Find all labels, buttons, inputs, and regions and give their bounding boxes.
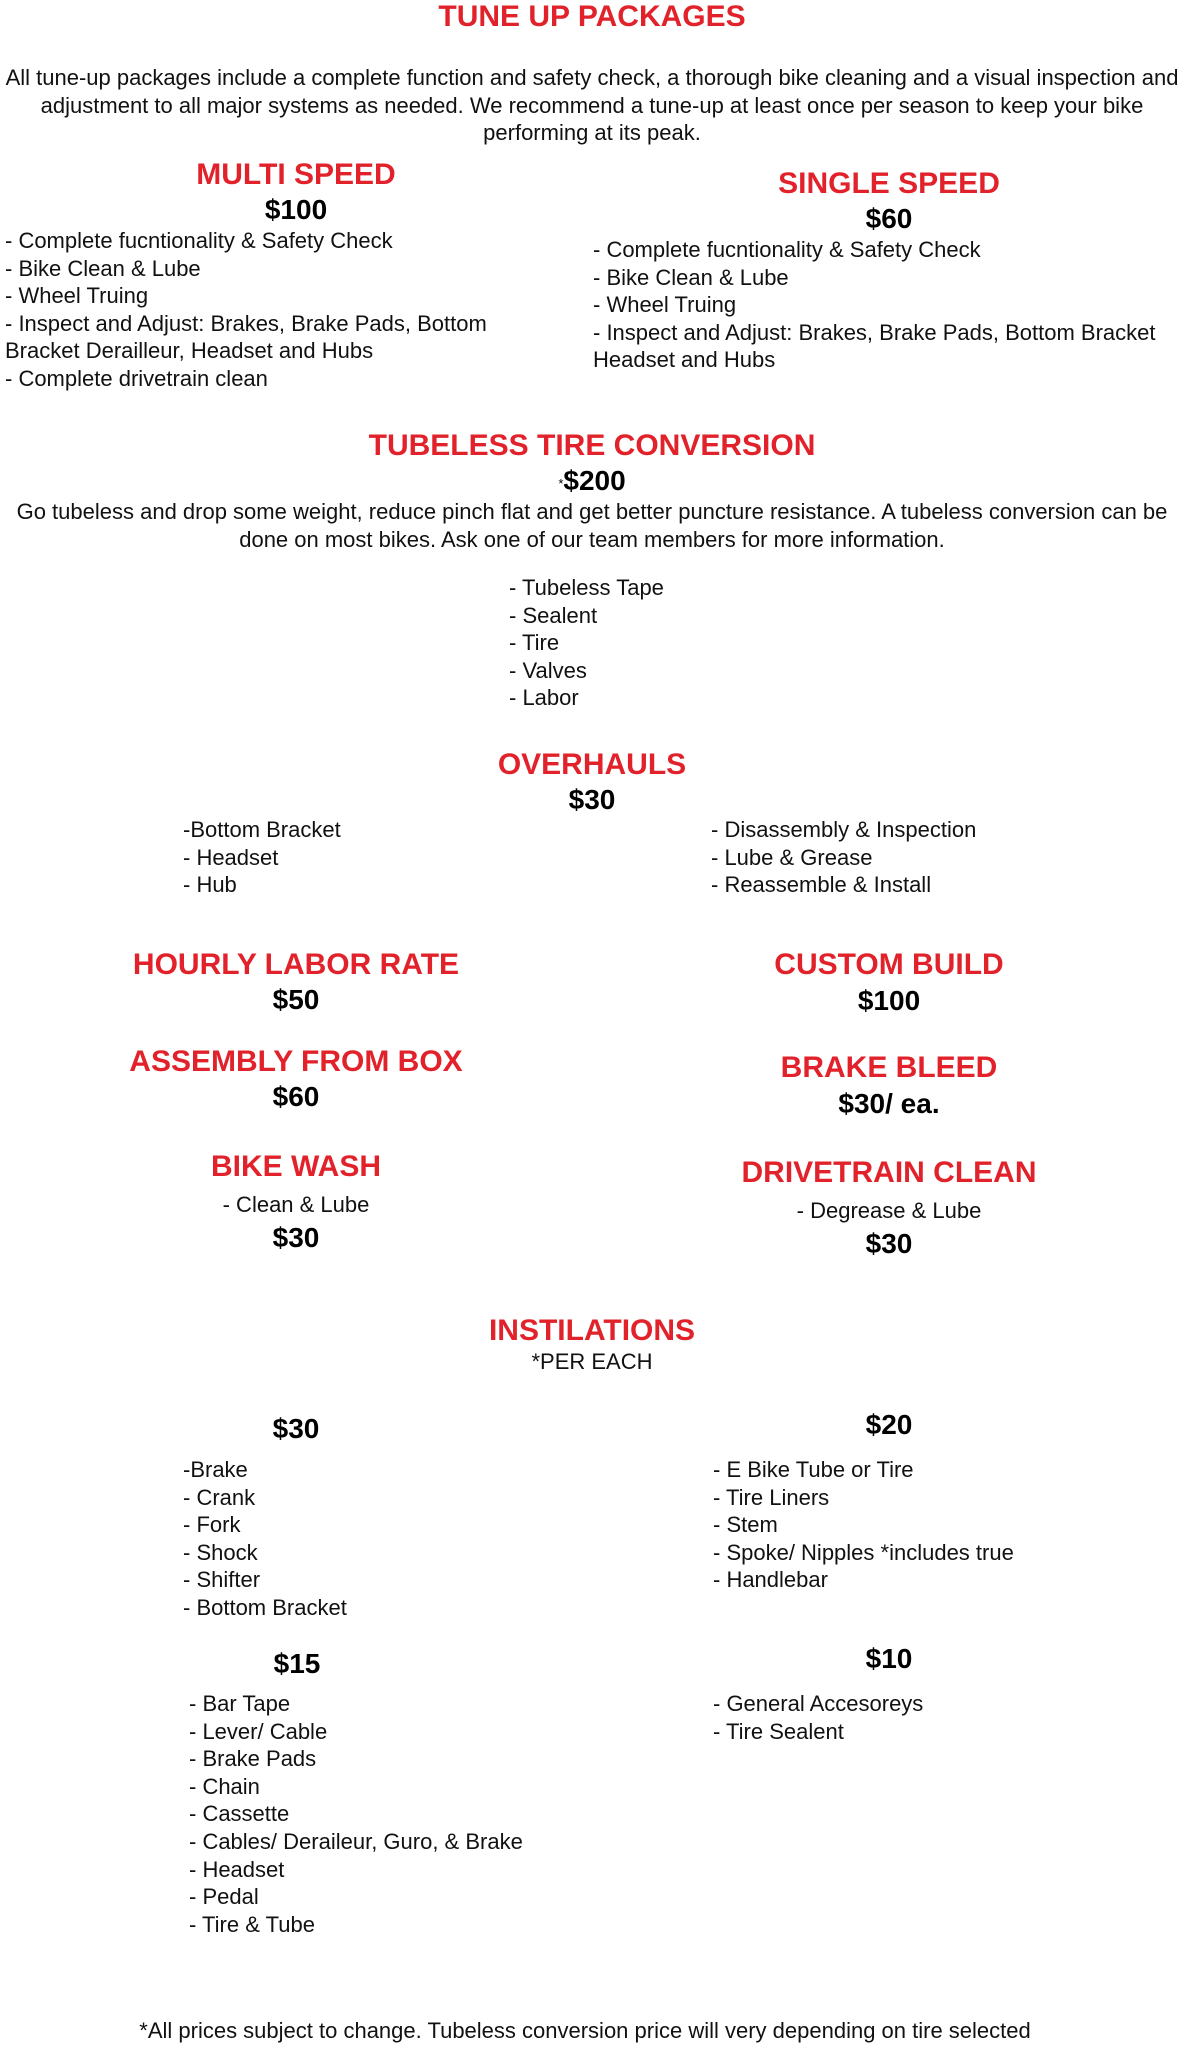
list-item: - Brake Pads	[189, 1746, 317, 1772]
list-item: - Shifter	[183, 1567, 261, 1593]
list-item: - Bike Clean & Lube	[5, 255, 201, 281]
bike-wash-price: $30	[272, 1222, 320, 1253]
list-item: - Crank	[183, 1484, 256, 1510]
custom-build-title: CUSTOM BUILD	[774, 948, 1004, 981]
list-item: - Bottom Bracket	[183, 1594, 347, 1620]
bike-wash-title: BIKE WASH	[210, 1150, 382, 1183]
list-item: - Disassembly & Inspection	[711, 817, 977, 842]
tubeless-list	[509, 574, 664, 712]
list-item: - Lever/ Cable	[189, 1718, 328, 1744]
list-item: -Brake	[183, 1457, 248, 1482]
overhauls-price: $30	[568, 784, 616, 815]
list-item: - Headset	[189, 1856, 285, 1882]
list-item: - Sealent	[509, 602, 598, 628]
single-speed-price: $60	[865, 203, 913, 234]
drivetrain-clean-price: $30	[865, 1228, 913, 1259]
multi-speed-title: MULTI SPEED	[196, 158, 396, 191]
multi-speed-price: $100	[264, 194, 328, 225]
list-item: - Cables/ Deraileur, Guro, & Brake	[189, 1828, 523, 1854]
list-item: - Reassemble & Install	[711, 872, 932, 898]
install-20-price: $20	[865, 1409, 913, 1440]
install-30-list	[183, 1456, 347, 1622]
install-30-price: $30	[272, 1413, 320, 1444]
list-item: - Bike Clean & Lube	[593, 264, 789, 290]
install-10-list	[713, 1690, 923, 1745]
list-item: - Valves	[509, 657, 587, 683]
tune-up-intro: All tune-up packages include a complete function and safety check, a thorough bike cleaning and a visual inspection and adjustment to all major systems as needed. We recommend a tune-up at least once per season to keep your bike performing at its peak.	[5, 65, 1179, 145]
hourly-labor-title: HOURLY LABOR RATE	[132, 948, 460, 981]
single-speed-title: SINGLE SPEED	[778, 167, 1000, 200]
bike-wash-description: - Clean & Lube	[222, 1192, 370, 1217]
overhauls-parts-list	[183, 816, 341, 899]
list-item: - E Bike Tube or Tire	[713, 1457, 914, 1482]
install-15-list	[189, 1690, 523, 1938]
tubeless-price-value: $200	[563, 465, 626, 496]
brake-bleed-title: BRAKE BLEED	[780, 1051, 998, 1084]
list-item: - Spoke/ Nipples *includes true	[713, 1539, 1014, 1565]
assembly-title: ASSEMBLY FROM BOX	[129, 1045, 463, 1078]
list-item: - Cassette	[189, 1801, 290, 1827]
list-item: - Tire Liners	[713, 1484, 830, 1510]
list-item: - Complete fucntionality & Safety Check	[593, 237, 981, 262]
drivetrain-clean-description: - Degrease & Lube	[796, 1198, 982, 1223]
list-item: - Shock	[183, 1539, 258, 1565]
list-item: - Wheel Truing	[593, 292, 737, 318]
list-item: - Chain	[189, 1773, 260, 1799]
list-item: - Complete fucntionality & Safety Check	[5, 228, 393, 253]
list-item: - Stem	[713, 1512, 778, 1538]
tune-up-title: TUNE UP PACKAGES	[438, 0, 746, 33]
list-item: - Lube & Grease	[711, 844, 873, 870]
list-item: - Handlebar	[713, 1567, 828, 1593]
tubeless-description: Go tubeless and drop some weight, reduce pinch flat and get better puncture resistance. A tubeless conversion can be done on most bikes. Ask one of our team members for more information.	[16, 499, 1168, 552]
assembly-price: $60	[272, 1081, 320, 1112]
list-item: -Bottom Bracket	[183, 817, 341, 842]
single-speed-list	[593, 236, 1183, 374]
list-item: - Tire	[509, 630, 560, 656]
tubeless-price	[558, 465, 625, 500]
list-item: - Pedal	[189, 1884, 259, 1910]
list-item: - Tire Sealent	[713, 1718, 844, 1744]
list-item: - Inspect and Adjust: Brakes, Brake Pads, Bottom Bracket Headset and Hubs	[593, 319, 1156, 373]
list-item: - Inspect and Adjust: Brakes, Brake Pads, Bottom Bracket Derailleur, Headset and Hubs	[5, 310, 487, 364]
list-item: - Fork	[183, 1512, 241, 1538]
list-item: - Tubeless Tape	[509, 575, 664, 600]
hourly-labor-price: $50	[272, 984, 320, 1015]
overhauls-steps-list	[711, 816, 976, 899]
list-item: - Tire & Tube	[189, 1911, 315, 1937]
installations-subtitle: *PER EACH	[531, 1349, 653, 1374]
install-20-list	[713, 1456, 1014, 1594]
tubeless-title: TUBELESS TIRE CONVERSION	[368, 429, 816, 462]
install-10-price: $10	[865, 1643, 913, 1674]
list-item: - Headset	[183, 844, 279, 870]
multi-speed-list	[5, 227, 535, 393]
brake-bleed-price: $30/ ea.	[838, 1088, 940, 1119]
list-item: - General Accesoreys	[713, 1691, 924, 1716]
install-15-price: $15	[273, 1648, 321, 1679]
footer-note: *All prices subject to change. Tubeless conversion price will very depending on tire selected	[139, 2018, 1031, 2043]
list-item: - Labor	[509, 685, 579, 711]
custom-build-price: $100	[857, 985, 921, 1016]
list-item: - Wheel Truing	[5, 283, 149, 309]
list-item: - Hub	[183, 872, 237, 898]
list-item: - Complete drivetrain clean	[5, 365, 268, 391]
overhauls-title: OVERHAULS	[497, 748, 687, 781]
drivetrain-clean-title: DRIVETRAIN CLEAN	[741, 1156, 1037, 1189]
list-item: - Bar Tape	[189, 1691, 291, 1716]
installations-title: INSTILATIONS	[488, 1314, 696, 1347]
tubeless-price-star: *	[558, 476, 564, 491]
